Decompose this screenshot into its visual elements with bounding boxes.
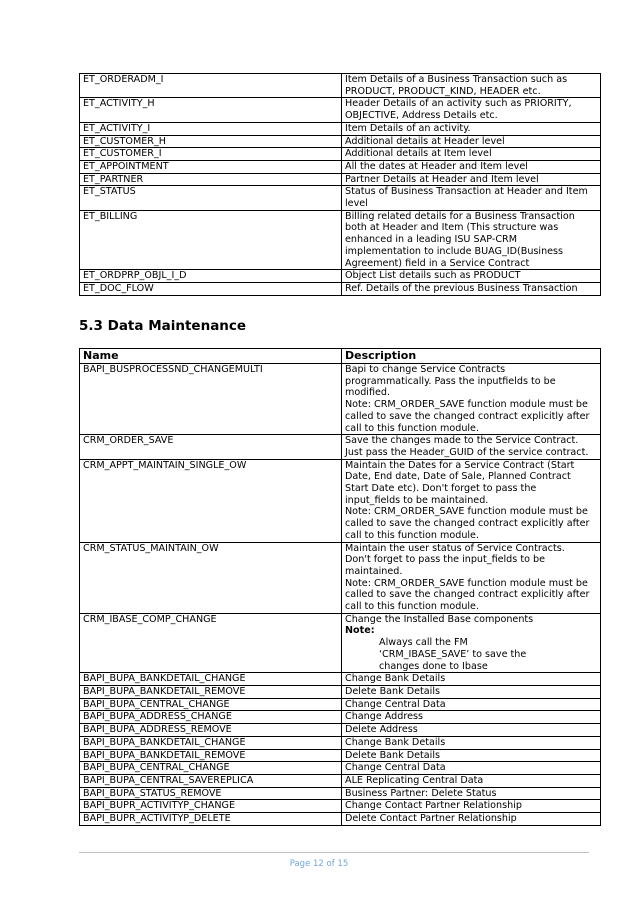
note-label: Note: [345,625,375,637]
description-cell [342,364,601,435]
description-line: Maintain the user status of Service Contracts. [345,542,565,554]
table-row [80,542,601,613]
description-line: Change Bank Details [345,736,446,748]
description-line: Status of Business Transaction at Header and Item [345,186,588,198]
description-cell [342,762,601,775]
description-line: call to this function module. [345,422,480,434]
function-name-cell: BAPI_BUPA_BANKDETAIL_REMOVE [80,749,342,762]
continued-structures-table [79,73,601,296]
description-line: implementation to include BUAG_ID(Business [345,245,564,257]
description-line: OBJECTIVE, Address Details etc. [345,110,498,122]
name-column-header: Name [80,349,342,364]
function-name-cell: ET_PARTNER [80,173,342,186]
description-cell [342,787,601,800]
description-cell [342,711,601,724]
structures-table-body [80,74,601,296]
data-maintenance-table-body [80,364,601,826]
table-row [80,173,601,186]
description-line: maintained. [345,565,403,577]
description-cell [342,282,601,295]
function-name-cell: BAPI_BUPA_CENTRAL_CHANGE [80,698,342,711]
description-line: Bapi to change Service Contracts [345,364,506,375]
function-name-cell: ET_STATUS [80,186,342,210]
function-name-cell: ET_CUSTOMER_H [80,135,342,148]
function-name-cell: ET_CUSTOMER_I [80,148,342,161]
description-cell [342,724,601,737]
description-line: Just pass the Header_GUID of the service contract. [345,446,589,458]
table-row [80,673,601,686]
table-row [80,74,601,98]
function-name-cell: BAPI_BUPA_BANKDETAIL_REMOVE [80,685,342,698]
section-heading: 5.3 Data Maintenance [79,318,247,334]
function-name-cell: BAPI_BUPA_BANKDETAIL_CHANGE [80,736,342,749]
description-cell [342,542,601,613]
function-name-cell: ET_BILLING [80,210,342,270]
description-line: Date, End date, Date of Sale, Planned Contract [345,471,571,483]
note-line: Always call the FM [379,637,468,649]
description-line: All the dates at Header and Item level [345,160,528,172]
description-line: Additional details at Header level [345,135,505,147]
description-cell [342,736,601,749]
function-name-cell: ET_ORDPRP_OBJL_I_D [80,270,342,283]
description-line: Agreement) field in a Service Contract [345,257,530,269]
description-cell [342,74,601,98]
description-line: Note: CRM_ORDER_SAVE function module must be [345,577,588,589]
table-row [80,800,601,813]
description-line: Partner Details at Header and Item level [345,173,539,185]
table-row [80,160,601,173]
description-cell [342,774,601,787]
description-line: call to this function module. [345,529,480,541]
description-cell [342,98,601,122]
description-line: Header Details of an activity such as PRIORITY, [345,98,572,110]
description-line: modified. [345,387,391,399]
description-line: Delete Bank Details [345,685,440,697]
table-row [80,813,601,826]
description-line: Business Partner: Delete Status [345,787,497,799]
description-line: Change the Installed Base components [345,613,534,625]
table-row [80,270,601,283]
description-line: Save the changes made to the Service Contract. [345,435,579,447]
table-row [80,749,601,762]
description-cell [342,613,601,673]
description-line: input_fields to be maintained. [345,494,489,506]
description-cell [342,148,601,161]
function-name-cell: ET_APPOINTMENT [80,160,342,173]
table-row [80,711,601,724]
table-row [80,698,601,711]
description-cell [342,813,601,826]
description-column-header: Description [342,349,601,364]
table-row [80,459,601,542]
description-cell [342,435,601,459]
table-row [80,435,601,459]
description-line: both at Header and Item (This structure was [345,222,559,234]
description-cell [342,160,601,173]
description-cell [342,673,601,686]
description-line: PRODUCT, PRODUCT_KIND, HEADER etc. [345,85,541,97]
table-row [80,762,601,775]
description-cell [342,270,601,283]
function-name-cell: ET_ORDERADM_I [80,74,342,98]
function-name-cell: ET_ACTIVITY_I [80,122,342,135]
table-row [80,210,601,270]
function-name-cell: BAPI_BUPA_ADDRESS_CHANGE [80,711,342,724]
page-number: Page 12 of 15 [289,859,349,869]
function-name-cell: BAPI_BUPA_STATUS_REMOVE [80,787,342,800]
description-line: Start Date etc). Don't forget to pass the [345,483,537,495]
function-name-cell: BAPI_BUSPROCESSND_CHANGEMULTI [80,364,342,435]
description-cell [342,186,601,210]
description-cell [342,749,601,762]
description-cell [342,122,601,135]
description-cell [342,685,601,698]
table-row [80,613,601,673]
note-line: changes done to Ibase [379,660,488,672]
function-name-cell: CRM_STATUS_MAINTAIN_OW [80,542,342,613]
description-line: Billing related details for a Business Transaction [345,210,575,222]
table-row [80,98,601,122]
table-row [80,135,601,148]
description-line: call to this function module. [345,601,480,613]
description-line: Change Bank Details [345,673,446,685]
table-row [80,724,601,737]
table-row [80,685,601,698]
table-row [80,787,601,800]
description-line: Additional details at Item level [345,148,492,160]
description-line: Change Address [345,711,423,723]
function-name-cell: ET_ACTIVITY_H [80,98,342,122]
description-line: Change Contact Partner Relationship [345,800,522,812]
description-line: Ref. Details of the previous Business Transaction [345,282,578,294]
description-line: Delete Bank Details [345,749,440,761]
table-header-row [80,349,601,364]
function-name-cell: BAPI_BUPR_ACTIVITYP_DELETE [80,813,342,826]
table-row [80,148,601,161]
description-line: Don't forget to pass the input_fields to be [345,554,545,566]
description-line: enhanced in a leading ISU SAP-CRM [345,234,517,246]
table-row [80,186,601,210]
description-line: Change Central Data [345,698,446,710]
function-name-cell: CRM_ORDER_SAVE [80,435,342,459]
table-row [80,282,601,295]
function-name-cell: BAPI_BUPA_CENTRAL_SAVEREPLICA [80,774,342,787]
function-name-cell: CRM_APPT_MAINTAIN_SINGLE_OW [80,459,342,542]
description-line: Note: CRM_ORDER_SAVE function module must be [345,399,588,411]
description-cell [342,698,601,711]
description-cell [342,173,601,186]
note-line: ‘CRM_IBASE_SAVE’ to save the [379,648,527,660]
description-line: called to save the changed contract explicitly after [345,518,590,530]
table-row [80,736,601,749]
description-line: Item Details of an activity. [345,122,471,134]
description-line: level [345,198,368,210]
description-line: Delete Contact Partner Relationship [345,813,517,825]
function-name-cell: BAPI_BUPA_CENTRAL_CHANGE [80,762,342,775]
table-row [80,364,601,435]
description-cell [342,210,601,270]
function-name-cell: BAPI_BUPA_ADDRESS_REMOVE [80,724,342,737]
data-maintenance-table [79,348,601,826]
function-name-cell: BAPI_BUPA_BANKDETAIL_CHANGE [80,673,342,686]
description-line: Item Details of a Business Transaction such as [345,74,568,85]
function-name-cell: BAPI_BUPR_ACTIVITYP_CHANGE [80,800,342,813]
description-line: Change Central Data [345,762,446,774]
description-line: Delete Address [345,724,418,736]
function-name-cell: CRM_IBASE_COMP_CHANGE [80,613,342,673]
description-line: called to save the changed contract explicitly after [345,589,590,601]
table-row [80,122,601,135]
description-cell [342,459,601,542]
description-line: ALE Replicating Central Data [345,774,484,786]
description-line: Object List details such as PRODUCT [345,270,521,282]
function-name-cell: ET_DOC_FLOW [80,282,342,295]
description-line: called to save the changed contract explicitly after [345,410,590,422]
footer-divider [79,852,589,853]
description-cell [342,800,601,813]
description-line: programmatically. Pass the inputfields to be [345,375,556,387]
table-row [80,774,601,787]
description-line: Note: CRM_ORDER_SAVE function module must be [345,506,588,518]
description-cell [342,135,601,148]
description-line: Maintain the Dates for a Service Contract (Start [345,459,575,471]
